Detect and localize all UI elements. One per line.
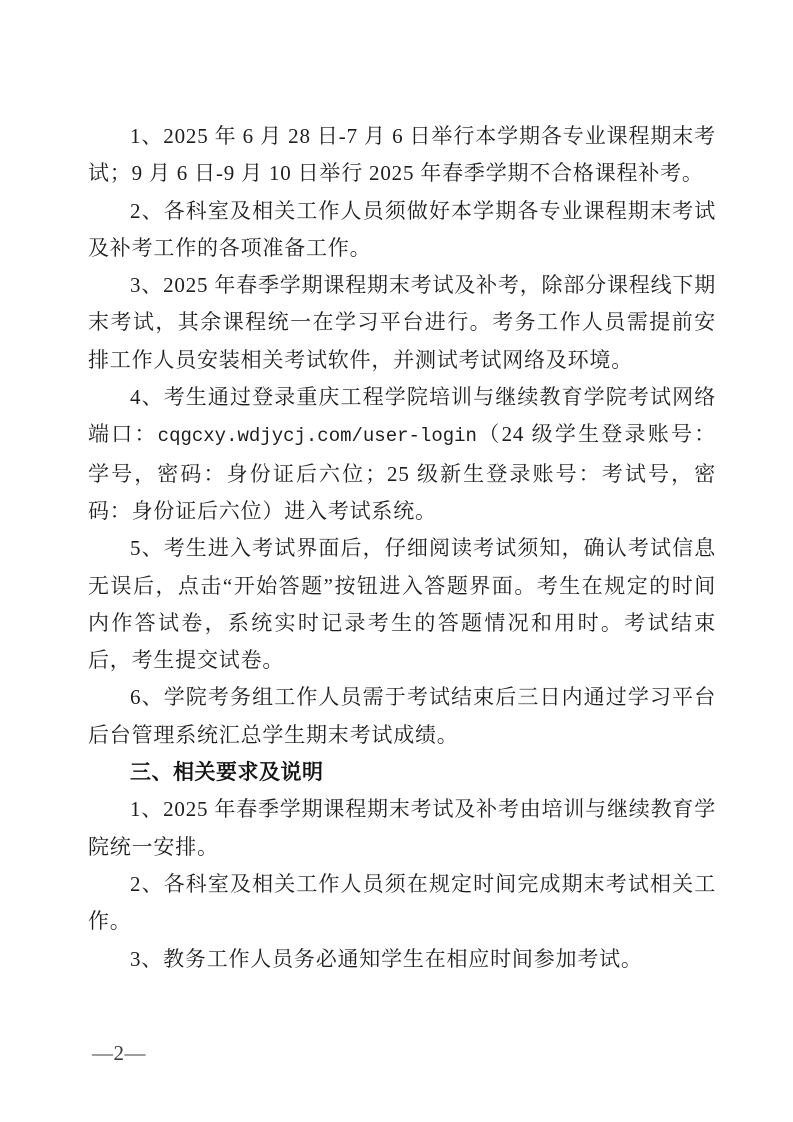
paragraph-notify-students: 3、教务工作人员务必通知学生在相应时间参加考试。: [130, 946, 643, 971]
exam-portal-url: cqgcxy.wdjycj.com/user-login: [157, 425, 477, 448]
login-info-tail: （24 级学生登录账号：学号，密码：身份证后六位；25 级新生登录账号：考试号，密码：身份证后六位）进入考试系统。: [88, 422, 716, 523]
paragraph-preparation: 2、各科室及相关工作人员须做好本学期各专业课程期末考试及补考工作的各项准备工作。: [88, 198, 716, 260]
paragraph-exam-procedure: 5、考生进入考试界面后，仔细阅读考试须知，确认考试信息无误后，点击“开始答题”按钮进入答题界面。考生在规定的时间内作答试卷，系统实时记录考生的答题情况和用时。考试结束后，考生提交试卷。: [88, 536, 716, 673]
paragraph-deadline: 2、各科室及相关工作人员须在规定时间完成期末考试相关工作。: [88, 871, 716, 934]
paragraph-exam-dates: 1、2025 年 6 月 28 日-7 月 6 日举行本学期各专业课程期末考试；9 月 6 日-9 月 10 日举行 2025 年春季学期不合格课程补考。: [88, 124, 716, 186]
section-heading-requirements: 三、相关要求及说明: [130, 760, 324, 785]
page-number: —2—: [92, 1041, 146, 1065]
paragraph-arrangement: 1、2025 年春季学期课程期末考试及补考由培训与继续教育学院统一安排。: [88, 797, 716, 859]
paragraph-score-summary: 6、学院考务组工作人员需于考试结束后三日内通过学习平台后台管理系统汇总学生期末考试成绩。: [88, 685, 716, 747]
login-info-lead: 4、考生通过登录重庆工程学院培训与继续教育学院考试网络端口：: [88, 385, 716, 447]
document-body: [88, 118, 716, 978]
paragraph-login-info: [88, 379, 716, 530]
paragraph-platform: 3、2025 年春季学期课程期末考试及补考，除部分课程线下期末考试，其余课程统一在学习平台进行。考务工作人员需提前安排工作人员安装相关考试软件，并测试考试网络及环境。: [88, 273, 716, 372]
